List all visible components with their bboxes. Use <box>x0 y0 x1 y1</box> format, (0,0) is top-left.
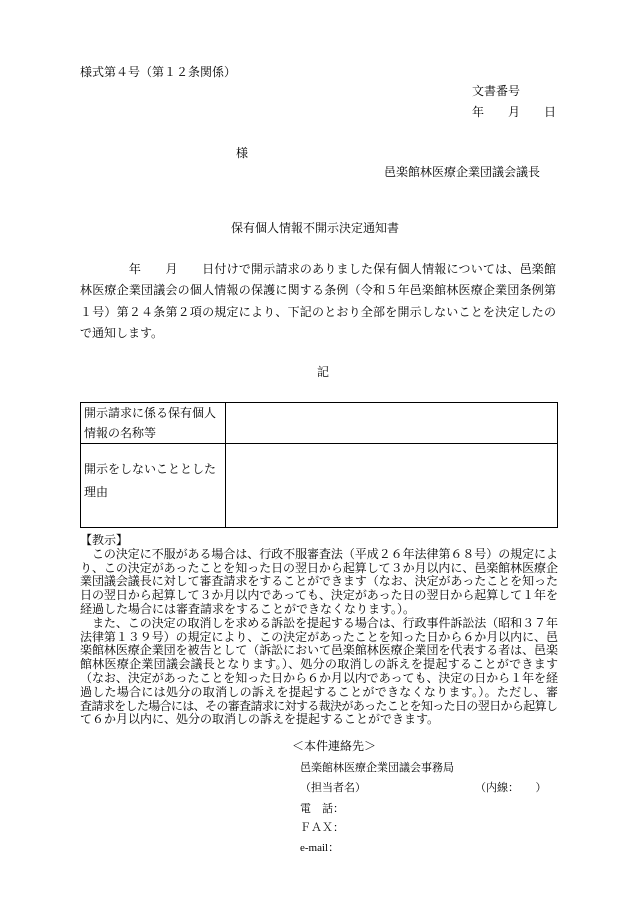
contact-email-label: e-mail： <box>300 842 340 854</box>
body-line: 年 月 日付けで開示請求のありました保有個人情報については、邑楽館 <box>80 262 557 276</box>
notice-body <box>80 259 556 344</box>
document-title: 保有個人情報不開示決定通知書 <box>230 221 399 235</box>
instruction-line: 館林医療企業団議会議長となります。）、処分の取消しの訴えを提起することができます <box>80 657 559 672</box>
instruction-line: り、この決定があったことを知った日の翌日から起算して３か月以内に、邑楽館林医療企 <box>80 560 558 575</box>
contact-heading: ＜本件連絡先＞ <box>292 739 377 753</box>
instruction-line: （なお、決定があったことを知った日から６か月以内であっても、決定の日から１年を経 <box>80 670 558 685</box>
sender-name: 邑楽館林医療企業団議会議長 <box>384 165 541 179</box>
table-label-cell: 開示請求に係る保有個人情報の名称等 <box>81 403 226 444</box>
body-line: 林医療企業団議会の個人情報の保護に関する条例（令和５年邑楽館林医療企業団条例第 <box>80 283 557 298</box>
instruction-section <box>80 534 558 727</box>
instruction-line: 査請求をした場合には、その審査請求に対する裁決があったことを知った日の翌日から起算し <box>80 698 558 713</box>
table-row <box>81 403 558 444</box>
instruction-line: 業団議会議長に対して審査請求をすることができます（なお、決定があったことを知った <box>80 574 558 589</box>
contact-fax-label: ＦＡＸ： <box>300 822 344 834</box>
date-line: 年 月 日 <box>472 105 557 119</box>
instruction-line: 楽館林医療企業団を被告として（訴訟において邑楽館林医療企業団を代表する者は、邑楽 <box>80 643 558 658</box>
table-value-cell <box>226 444 558 528</box>
table-value-cell <box>226 403 558 444</box>
addressee-honorific: 様 <box>236 146 249 160</box>
table-label-cell: 開示をしないこととした理由 <box>81 444 226 528</box>
instruction-line: 経過した場合には審査請求をすることができなくなります。）。 <box>80 601 416 616</box>
instruction-heading: 【教示】 <box>80 533 129 547</box>
contact-extension-label: （内線： ） <box>475 782 547 794</box>
table-row <box>81 444 558 528</box>
contact-office: 邑楽館林医療企業団議会事務局 <box>300 762 454 774</box>
instruction-line: 日の翌日から起算して３か月以内であっても、決定があった日の翌日から起算して１年を <box>80 588 558 603</box>
instruction-line: また、この決定の取消しを求める訴訟を提起する場合は、行政事件訴訟法（昭和３７年 <box>80 615 558 630</box>
instruction-line: 法律第１３９号）の規定により、この決定があったことを知った日から６か月以内に、邑 <box>80 629 558 644</box>
body-line: １号）第２４条第２項の規定により、下記のとおり全部を開示しないことを決定したの <box>80 304 557 319</box>
instruction-line: 過した場合には処分の取消しの訴えを提起することができなくなります。）。ただし、審 <box>80 684 559 699</box>
document-number-label: 文書番号 <box>472 84 521 98</box>
contact-person-label: （担当者名） <box>300 782 366 794</box>
ki-heading: 記 <box>317 365 330 379</box>
instruction-line: て６か月以内に、処分の取消しの訴えを提起することができます。 <box>80 712 440 727</box>
instruction-line: この決定に不服がある場合は、行政不服審査法（平成２６年法律第６８号）の規定によ <box>80 546 558 561</box>
form-number: 様式第４号（第１２条関係） <box>80 65 237 79</box>
contact-phone-label: 電 話： <box>300 803 344 815</box>
disclosure-table <box>80 402 558 528</box>
body-line: で通知します。 <box>80 325 164 340</box>
